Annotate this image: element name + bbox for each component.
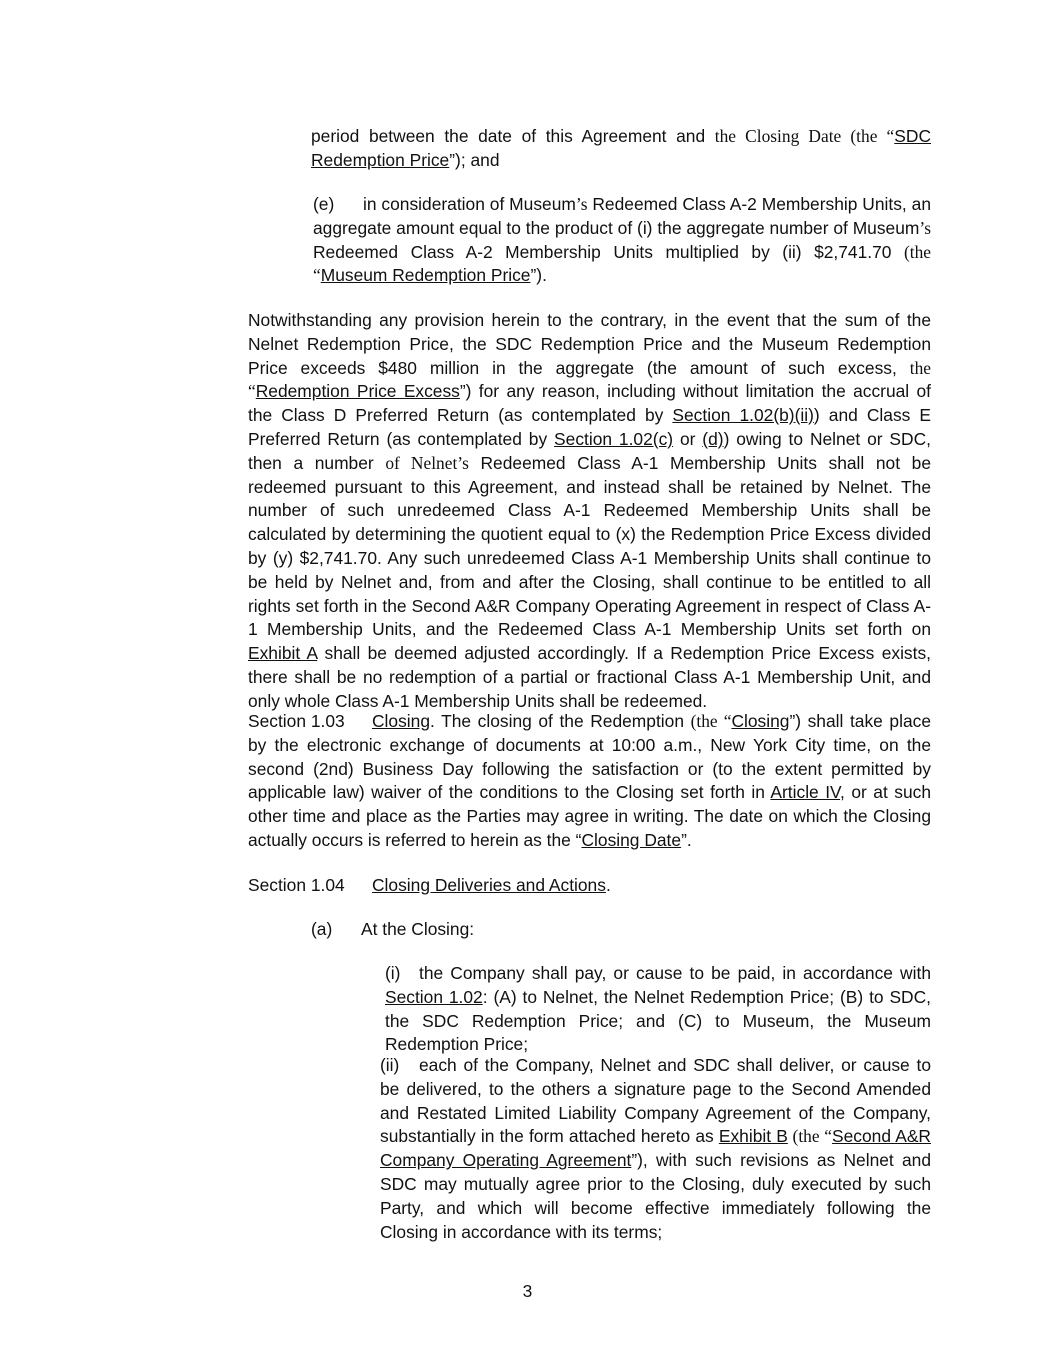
clause-label: (e): [313, 194, 335, 214]
section-heading: Closing Deliveries and Actions: [372, 875, 606, 895]
section-1-03-paragraph: Section 1.03 Closing. The closing of the Redemption (the “Closing”) shall take place by the electronic exchange of documents at 10:00 a.m., New York City time, on the second (2nd) Business Day following the satisfaction or (to the extent permitted by applicable law) waiver of the conditions to the Closing set forth in Article IV, or at such other time and place as the Parties may agree in writing. The date on which the Closing actually occurs is referred to herein as the “Closing Date”.: [248, 711, 932, 850]
clause-label: (a): [311, 919, 333, 939]
cross-reference: Section 1.02(c): [554, 428, 674, 449]
cross-reference: (d): [702, 428, 724, 449]
continuation-paragraph: period between the date of this Agreement and the Closing Date (the “SDC Redemption Price”); and: [311, 126, 931, 170]
defined-term-closing: Closing: [731, 711, 790, 731]
cross-reference: Section 1.02: [385, 986, 483, 1007]
page-number: 3: [522, 1281, 533, 1301]
clause-e-paragraph: (e) in consideration of Museum’s Redeemed Class A-2 Membership Units, an aggregate amount equal to the product of (i) the aggregate number of Museum’s Redeemed Class A-2 Membership Units multiplied by (ii) $2,741.70 (the “Museum Redemption Price”).: [313, 194, 931, 286]
item-i-paragraph: (i) the Company shall pay, or cause to be paid, in accordance with Section 1.02: (A) to Nelnet, the Nelnet Redemption Price; (B) to SDC, the SDC Redemption Price; and (C) to Museum, the Museum Redemption Price;: [385, 963, 932, 1055]
cross-reference: Section 1.02(b)(ii): [672, 405, 814, 426]
section-1-04-heading: Section 1.04 Closing Deliveries and Actions.: [124, 874, 931, 898]
notwithstanding-paragraph: Notwithstanding any provision herein to the contrary, in the event that the sum of the Nelnet Redemption Price, the SDC Redemption Price and the Museum Redemption Price exceeds $480 million in the aggregate (the amount of such excess, the “Redemption Price Excess”) for any reason, including without limitation the accrual of the Class D Preferred Return (as contemplated by Section 1.02(b)(ii)) and Class E Preferred Return (as contemplated by Section 1.02(c) or (d)) owing to Nelnet or SDC, then a number of Nelnet’s Redeemed Class A-1 Membership Units shall not be redeemed pursuant to this Agreement, and instead shall be retained by Nelnet. The number of such unredeemed Class A-1 Redeemed Membership Units shall be calculated by determining the quotient equal to (x) the Redemption Price Excess divided by (y) $2,741.70. Any such unredeemed Class A-1 Membership Units shall continue to be held by Nelnet and, from and after the Closing, shall continue to be entitled to all rights set forth in the Second A&R Company Operating Agreement in respect of Class A-1 Membership Units, and the Redeemed Class A-1 Membership Units set forth on Exhibit A shall be deemed adjusted accordingly. If a Redemption Price Excess exists, there shall be no redemption of a partial or fractional Class A-1 Membership Unit, and only whole Class A-1 Membership Units shall be redeemed.: [248, 310, 932, 711]
defined-term-redemption-price-excess: Redemption Price Excess: [255, 381, 460, 402]
item-ii-paragraph: (ii) each of the Company, Nelnet and SDC shall deliver, or cause to be delivered, to the others a signature page to the Second Amended and Restated Limited Liability Company Agreement of the Company, substantially in the form attached hereto as Exhibit B (the “Second A&R Company Operating Agreement”), with such revisions as Nelnet and SDC may mutually agree prior to the Closing, duly executed by such Party, and which will become effective immediately following the Closing in accordance with its terms;: [380, 1055, 931, 1242]
cross-reference: Article IV: [770, 782, 841, 803]
clause-label: (ii): [380, 1055, 400, 1075]
cross-reference: Exhibit B: [718, 1126, 788, 1147]
defined-term-second-ar-operating-agreement: Second A&R Company Operating Agreement: [380, 1126, 931, 1171]
section-number: Section 1.04: [248, 875, 345, 895]
section-heading: Closing: [372, 711, 430, 731]
defined-term-sdc-redemption-price: SDC Redemption Price: [311, 126, 931, 170]
clause-label: (i): [385, 963, 401, 983]
defined-term-closing-date: Closing Date: [581, 829, 682, 850]
defined-term-museum-redemption-price: Museum Redemption Price: [320, 265, 531, 286]
cross-reference: Exhibit A: [248, 643, 318, 664]
section-number: Section 1.03: [248, 711, 345, 731]
clause-a-paragraph: (a) At the Closing:: [124, 918, 931, 942]
